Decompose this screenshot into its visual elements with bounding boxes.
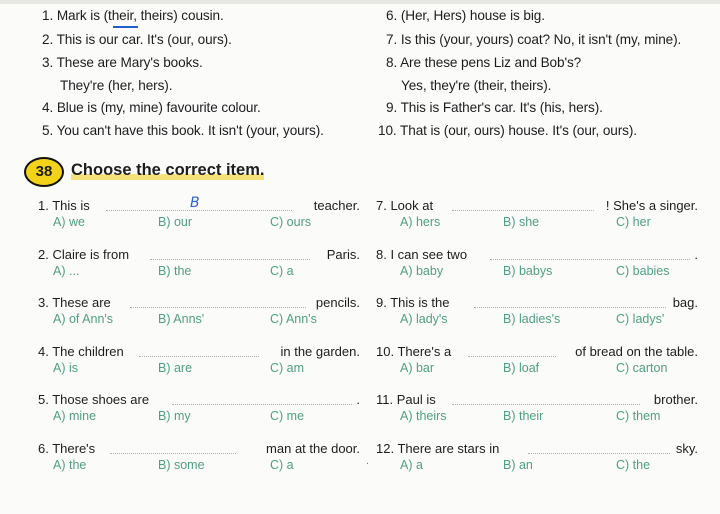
option-a[interactable]: A) mine bbox=[53, 409, 97, 423]
question-prefix: 6. There's bbox=[38, 441, 96, 456]
question-item-7 bbox=[376, 198, 698, 238]
option-a[interactable]: A) bar bbox=[400, 361, 435, 375]
question-suffix: bag. bbox=[672, 295, 698, 310]
option-c[interactable]: C) babies bbox=[616, 264, 670, 278]
question-suffix: Paris. bbox=[326, 247, 360, 262]
option-a[interactable]: A) of Ann's bbox=[53, 312, 114, 326]
option-b[interactable]: B) loaf bbox=[503, 361, 540, 375]
option-c[interactable]: C) me bbox=[270, 409, 305, 423]
option-a[interactable]: A) a bbox=[400, 458, 423, 472]
answer-blank[interactable] bbox=[452, 210, 594, 211]
answer-options bbox=[391, 312, 701, 328]
question-prefix: 1. This is bbox=[38, 198, 90, 213]
ex37-line-7: 7. Is this (your, yours) coat? No, it isn't (my, mine). bbox=[386, 32, 682, 47]
ex37-line-5: 5. You can't have this book. It isn't (your, yours). bbox=[42, 123, 324, 138]
answer-blank[interactable] bbox=[139, 356, 259, 357]
option-c[interactable]: C) a bbox=[270, 264, 294, 278]
option-c[interactable]: C) am bbox=[270, 361, 305, 375]
question-item-5 bbox=[38, 392, 360, 432]
question-item-8 bbox=[376, 247, 698, 287]
pen-underline-mark bbox=[113, 26, 138, 28]
question-item-9 bbox=[376, 295, 698, 335]
ex37-line-4: 4. Blue is (my, mine) favourite colour. bbox=[42, 100, 261, 115]
option-c[interactable]: C) ladys' bbox=[616, 312, 665, 326]
option-a[interactable]: A) hers bbox=[400, 215, 441, 229]
question-prefix: 8. I can see two bbox=[376, 247, 468, 262]
answer-options bbox=[53, 264, 363, 280]
option-b[interactable]: B) ladies's bbox=[503, 312, 561, 326]
answer-options bbox=[53, 215, 363, 231]
answer-options bbox=[391, 264, 701, 280]
question-item-4 bbox=[38, 344, 360, 384]
ex37-line-8: 8. Are these pens Liz and Bob's? bbox=[386, 55, 582, 70]
option-b[interactable]: B) their bbox=[503, 409, 544, 423]
exercise-number-badge: 38 bbox=[24, 157, 64, 187]
question-suffix: . bbox=[694, 247, 698, 262]
option-b[interactable]: B) babys bbox=[503, 264, 553, 278]
option-b[interactable]: B) an bbox=[503, 458, 533, 472]
exercise-title: Choose the correct item. bbox=[71, 161, 265, 179]
question-item-2 bbox=[38, 247, 360, 287]
option-c[interactable]: C) them bbox=[616, 409, 661, 423]
question-suffix: teacher. bbox=[313, 198, 360, 213]
option-a[interactable]: A) is bbox=[53, 361, 78, 375]
option-b[interactable]: B) our bbox=[158, 215, 193, 229]
ex37-line-3: 3. These are Mary's books. bbox=[42, 55, 203, 70]
option-c[interactable]: C) carton bbox=[616, 361, 668, 375]
answer-options bbox=[391, 409, 701, 425]
answer-blank[interactable] bbox=[130, 307, 306, 308]
question-suffix: sky. bbox=[675, 441, 698, 456]
question-item-10 bbox=[376, 344, 698, 384]
pen-mark: . bbox=[366, 455, 370, 467]
option-c[interactable]: C) ours bbox=[270, 215, 311, 229]
option-c[interactable]: C) her bbox=[616, 215, 651, 229]
option-a[interactable]: A) ... bbox=[53, 264, 80, 278]
question-prefix: 5. Those shoes are bbox=[38, 392, 150, 407]
question-suffix: of bread on the table. bbox=[575, 344, 698, 359]
answer-options bbox=[53, 458, 363, 474]
question-item-1 bbox=[38, 195, 360, 238]
question-prefix: 12. There are stars in bbox=[376, 441, 500, 456]
top-edge bbox=[0, 0, 720, 4]
question-prefix: 9. This is the bbox=[376, 295, 450, 310]
ex37-line-8b: Yes, they're (their, theirs). bbox=[401, 78, 552, 93]
option-b[interactable]: B) Anns' bbox=[158, 312, 205, 326]
answer-options bbox=[391, 458, 701, 474]
option-a[interactable]: A) theirs bbox=[400, 409, 447, 423]
answer-blank[interactable] bbox=[468, 356, 556, 357]
answer-blank[interactable] bbox=[528, 453, 670, 454]
option-c[interactable]: C) Ann's bbox=[270, 312, 317, 326]
option-c[interactable]: C) a bbox=[270, 458, 294, 472]
question-suffix: pencils. bbox=[315, 295, 360, 310]
question-prefix: 10. There's a bbox=[376, 344, 452, 359]
question-suffix: brother. bbox=[653, 392, 698, 407]
question-suffix: ! She's a singer. bbox=[605, 198, 698, 213]
question-item-11 bbox=[376, 392, 698, 432]
answer-options bbox=[53, 361, 363, 377]
answer-options bbox=[391, 215, 701, 231]
ex37-line-6: 6. (Her, Hers) house is big. bbox=[386, 8, 545, 23]
option-b[interactable]: B) the bbox=[158, 264, 192, 278]
question-prefix: 4. The children bbox=[38, 344, 124, 359]
question-item-12 bbox=[376, 441, 698, 481]
answer-options bbox=[53, 409, 363, 425]
option-b[interactable]: B) she bbox=[503, 215, 540, 229]
answer-blank[interactable] bbox=[452, 404, 640, 405]
question-item-3 bbox=[38, 295, 360, 335]
answer-blank[interactable] bbox=[110, 453, 236, 454]
question-prefix: 2. Claire is from bbox=[38, 247, 130, 262]
option-b[interactable]: B) some bbox=[158, 458, 205, 472]
question-prefix: 7. Look at bbox=[376, 198, 434, 213]
ex37-line-2: 2. This is our car. It's (our, ours). bbox=[42, 32, 232, 47]
question-suffix: man at the door. bbox=[266, 441, 360, 456]
question-suffix: in the garden. bbox=[280, 344, 360, 359]
ex37-line-1: 1. Mark is (their, theirs) cousin. bbox=[42, 8, 224, 23]
answer-blank[interactable] bbox=[490, 259, 690, 260]
answer-blank[interactable] bbox=[474, 307, 666, 308]
option-b[interactable]: B) are bbox=[158, 361, 193, 375]
answer-blank[interactable] bbox=[172, 404, 352, 405]
ex37-line-3b: They're (her, hers). bbox=[60, 78, 173, 93]
answer-blank[interactable] bbox=[150, 259, 310, 260]
option-a[interactable]: A) lady's bbox=[400, 312, 448, 326]
answer-options bbox=[391, 361, 701, 377]
option-b[interactable]: B) my bbox=[158, 409, 191, 423]
handwritten-answer: B bbox=[190, 195, 200, 211]
question-prefix: 11. Paul is bbox=[376, 392, 436, 407]
option-a[interactable]: A) the bbox=[53, 458, 87, 472]
ex37-line-10: 10. That is (our, ours) house. It's (our, ours). bbox=[378, 123, 637, 138]
option-a[interactable]: A) we bbox=[53, 215, 85, 229]
option-c[interactable]: C) the bbox=[616, 458, 651, 472]
question-item-6 bbox=[38, 441, 360, 481]
answer-options bbox=[53, 312, 363, 328]
question-suffix: . bbox=[356, 392, 360, 407]
question-prefix: 3. These are bbox=[38, 295, 111, 310]
ex37-line-9: 9. This is Father's car. It's (his, hers). bbox=[386, 100, 603, 115]
option-a[interactable]: A) baby bbox=[400, 264, 444, 278]
